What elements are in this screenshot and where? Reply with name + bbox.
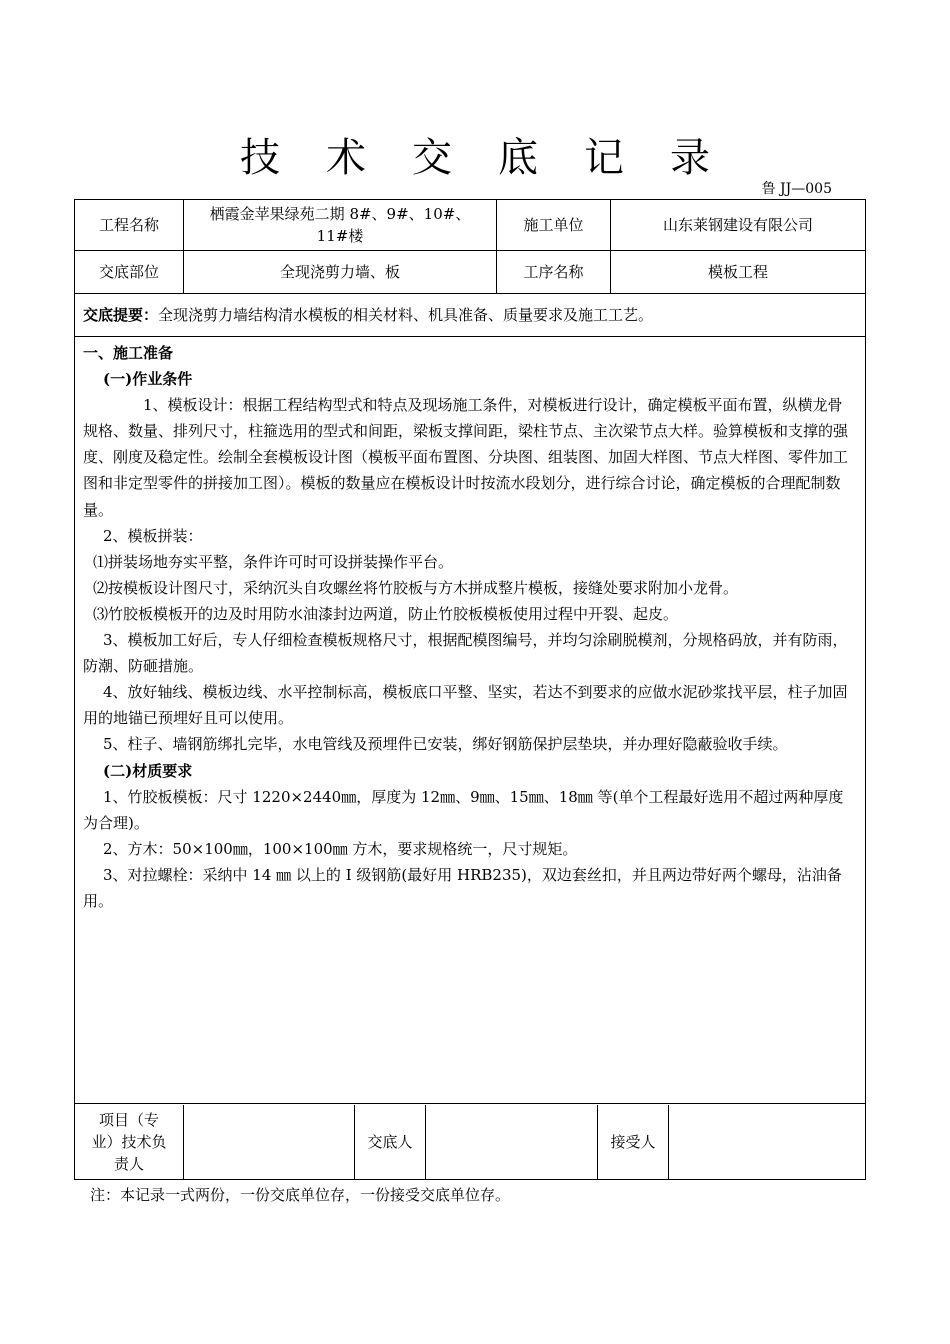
process-value: 模板工程 [707,263,768,281]
paragraph: ⑶竹胶板模板开的边及时用防水油漆封边两道，防止竹胶板模板使用过程中开裂、起皮。 [93,604,679,623]
disclosure-summary [75,294,865,337]
project-name-label: 工程名称 [75,200,184,250]
discloser-signature[interactable] [426,1105,598,1179]
header-row-2 [75,251,865,294]
footnote: 注：本记录一式两份，一份交底单位存，一份接受交底单位存。 [90,1186,511,1204]
paragraph: 3、对拉螺栓：采纳中 14 ㎜ 以上的 I 级钢筋(最好用 HRB235)，双边套丝扣，并且两边带好两个螺母，沾油备用。 [83,865,842,910]
paragraph: 1、模板设计：根据工程结构型式和特点及现场施工条件，对模板进行设计，确定模板平面布置，纵横龙骨规格、数量、排列尺寸，柱箍选用的型式和间距，梁板支撑间距，梁柱节点、主次梁节点大样。验算模板和支撑的强度、刚度及稳定性。绘制全套模板设计图（模板平面布置图、分块图、组装图、加固大样图、节点大样图、零件加工图和非定型零件的拼接加工图）。模板的数量应在模板设计时按流水段划分，进行综合讨论，确定模板的合理配制数量。 [83,396,849,519]
paragraph: ⑵按模板设计图尺寸，采纳沉头自攻螺丝将竹胶板与方木拼成整片模板，接缝处要求附加小龙骨。 [93,578,739,597]
section-heading: 一、施工准备 [83,344,174,362]
contractor-value: 山东莱钢建设有限公司 [662,216,813,234]
part-value: 全现浇剪力墙、板 [184,251,497,293]
tech-lead-label: 项目（专业）技术负责人 [75,1105,184,1179]
disclosure-content [75,338,865,1104]
project-name-value: 栖霞金苹果绿苑二期 8#、9#、10#、11#楼 [184,200,497,250]
contractor-label: 施工单位 [497,200,611,250]
subsection-heading: (二)材质要求 [103,761,193,780]
discloser-label: 交底人 [355,1105,426,1179]
page-title: 技术交底记录 [240,135,756,181]
receiver-signature[interactable] [669,1105,865,1179]
summary-text: 全现浇剪力墙结构清水模板的相关材料、机具准备、质量要求及施工工艺。 [158,306,654,324]
tech-lead-signature[interactable] [184,1105,355,1179]
paragraph: 4、放好轴线、模板边线、水平控制标高，模板底口平整、坚实，若达不到要求的应做水泥砂浆找平层，柱子加固用的地锚已预埋好且可以使用。 [83,683,848,728]
header-row-1 [75,200,865,251]
paragraph: 3、模板加工好后，专人仔细检查模板规格尺寸，根据配模图编号，并均匀涂刷脱模剂，分规格码放，并有防雨，防潮、防砸措施。 [83,631,848,676]
paragraph: 2、方木：50×100㎜，100×100㎜ 方木，要求规格统一，尺寸规矩。 [103,839,578,858]
process-label: 工序名称 [497,251,611,293]
record-table [74,199,866,1180]
paragraph: 5、柱子、墙钢筋绑扎完毕，水电管线及预埋件已安装，绑好钢筋保护层垫块，并办理好隐蔽验收手续。 [103,735,788,754]
part-label: 交底部位 [75,251,184,293]
receiver-label: 接受人 [598,1105,669,1179]
paragraph: 1、竹胶板模板：尺寸 1220×2440㎜，厚度为 12㎜、9㎜、15㎜、18㎜ 等(单个工程最好选用不超过两种厚度为合理)。 [83,787,844,832]
subsection-heading: (一)作业条件 [103,370,193,389]
document-number: 鲁 JJ—005 [761,181,832,197]
paragraph: ⑴拼装场地夯实平整，条件许可时可设拼装操作平台。 [93,552,454,571]
paragraph: 2、模板拼装： [103,526,203,545]
signature-row [75,1105,865,1179]
summary-label: 交底提要： [83,306,159,324]
